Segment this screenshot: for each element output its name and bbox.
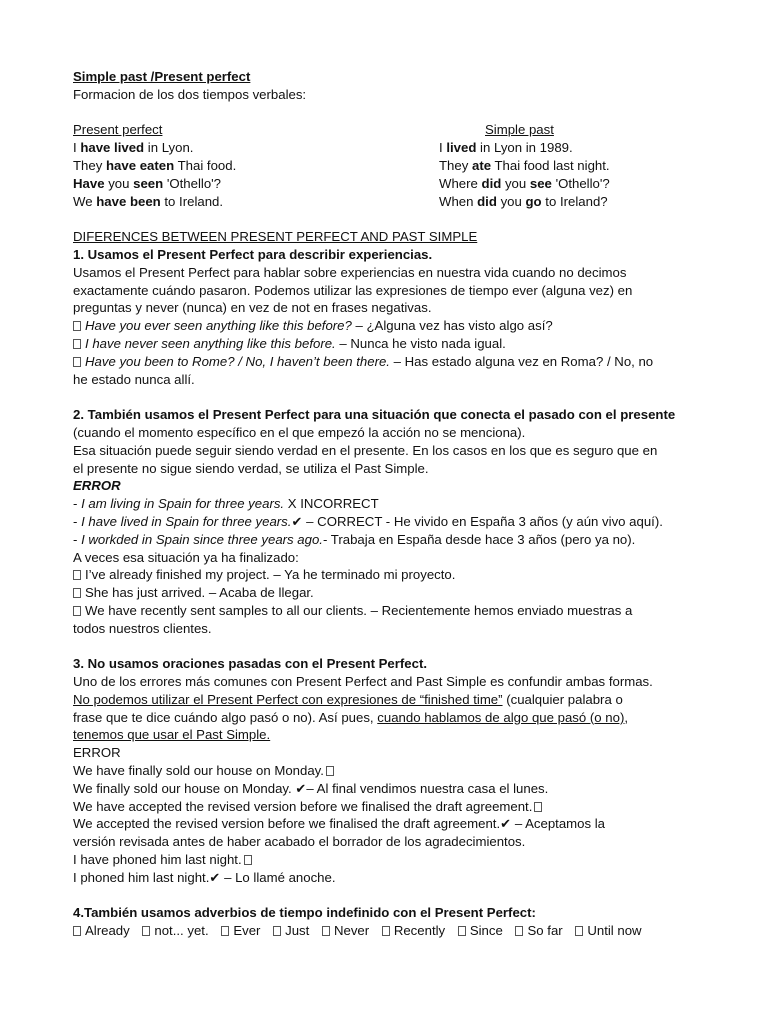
dash: -	[73, 513, 82, 529]
example-line	[73, 566, 708, 584]
text: Where	[439, 175, 482, 191]
paragraph-line: Usamos el Present Perfect para hablar sobre experiencias en nuestra vida cuando no decimos	[73, 264, 627, 280]
doc-subtitle: Formacion de los dos tiempos verbales:	[73, 86, 307, 102]
section-2-heading: 2. También usamos el Present Perfect para una situación que conecta el pasado con el presente	[73, 407, 676, 423]
bullet-box-icon	[73, 357, 81, 367]
verb: lived	[446, 140, 477, 156]
verb: have eaten	[105, 157, 175, 173]
example-text: We have accepted the revised version before we finalised the draft agreement.	[73, 798, 533, 814]
adverb-list	[73, 922, 708, 940]
verb: ate	[471, 157, 492, 173]
list-item	[142, 923, 208, 938]
example-line	[73, 335, 708, 353]
example-line	[73, 602, 708, 620]
example-text: We have finally sold our house on Monday.	[73, 763, 324, 779]
adverb: Since	[469, 923, 503, 939]
example-text: I’ve already finished my project. – Ya he terminado mi proyecto.	[85, 567, 456, 583]
example-text: We have recently sent samples to all our clients. – Recientemente hemos enviado muestras a	[85, 602, 633, 618]
pp-row-3	[73, 175, 439, 193]
adverb: Until now	[587, 923, 642, 939]
paragraph-line: Esa situación puede seguir siendo verdad en el presente. En los casos en los que es seguro que en	[73, 442, 658, 458]
example-translation: - Trabaja en España desde hace 3 años (pero ya no).	[322, 531, 636, 547]
example-line	[73, 798, 708, 816]
example-line: We accepted the revised version before we finalised the draft agreement.✔ – Aceptamos la	[73, 816, 606, 832]
verb: have lived	[80, 140, 145, 156]
text: 'Othello'?	[551, 175, 610, 191]
text: you	[104, 175, 134, 191]
adverb: Never	[333, 923, 370, 939]
paragraph-line: (cuando el momento específico en el que empezó la acción no se menciona).	[73, 424, 526, 440]
x-box-icon	[326, 766, 334, 776]
paragraph-line	[73, 691, 708, 709]
example-english: I am living in Spain for three years.	[81, 496, 285, 512]
example-translation: – Has estado alguna vez en Roma? / No, no	[389, 353, 654, 369]
example-english: I workded in Spain since three years ago.	[81, 531, 323, 547]
x-box-icon	[244, 855, 252, 865]
example-line	[73, 851, 708, 869]
example-english: I have lived in Spain for three years.	[81, 513, 292, 529]
verb: go	[525, 193, 542, 209]
bullet-box-icon	[221, 926, 229, 936]
x-box-icon	[534, 802, 542, 812]
bullet-box-icon	[73, 339, 81, 349]
paragraph-line: A veces esa situación ya ha finalizado:	[73, 549, 299, 565]
dash: -	[73, 531, 82, 547]
underlined-text: cuando hablamos de algo que pasó (o no),	[377, 709, 629, 725]
paragraph-line: el presente no sigue siendo verdad, se utiliza el Past Simple.	[73, 460, 429, 476]
list-item	[73, 923, 130, 938]
verb: have been	[96, 193, 161, 209]
verb: did	[477, 193, 497, 209]
list-item	[515, 923, 562, 938]
text: 'Othello'?	[163, 175, 222, 191]
bullet-box-icon	[73, 570, 81, 580]
comparison-table	[73, 121, 708, 210]
bullet-box-icon	[73, 926, 81, 936]
bullet-box-icon	[73, 606, 81, 616]
bullet-box-icon	[73, 321, 81, 331]
paragraph-line: todos nuestros clientes.	[73, 620, 212, 636]
bullet-box-icon	[73, 588, 81, 598]
bullet-box-icon	[458, 926, 466, 936]
list-item	[575, 923, 641, 938]
text: to Ireland.	[160, 193, 224, 209]
section-1-heading: 1. Usamos el Present Perfect para describir experiencias.	[73, 246, 433, 262]
section-3-heading: 3. No usamos oraciones pasadas con el Present Perfect.	[73, 656, 428, 672]
pp-row-1	[73, 139, 439, 157]
adverb: Ever	[233, 923, 261, 939]
text: to Ireland?	[541, 193, 608, 209]
text: They	[73, 157, 106, 173]
example-english: Have you ever seen anything like this before?	[85, 318, 352, 334]
list-item	[322, 923, 369, 938]
example-line: I phoned him last night.✔ – Lo llamé anoche.	[73, 869, 336, 885]
verb: Have	[73, 175, 105, 191]
paragraph-line: tenemos que usar el Past Simple.	[73, 727, 271, 743]
text: We	[73, 193, 97, 209]
text: I	[73, 140, 81, 156]
text: you	[501, 175, 530, 191]
error-label: ERROR	[73, 478, 121, 494]
verb: did	[481, 175, 502, 191]
sp-row-2	[439, 157, 610, 175]
paragraph-line: exactamente cuándo pasaron. Podemos utilizar las expresiones de tiempo ever (alguna vez) en	[73, 282, 633, 298]
verb: seen	[133, 175, 164, 191]
adverb: not... yet.	[154, 923, 209, 939]
simple-past-heading: Simple past	[485, 122, 554, 138]
doc-title: Simple past /Present perfect	[73, 69, 251, 84]
example-line	[73, 584, 708, 602]
paragraph-line	[73, 709, 708, 727]
pp-row-4	[73, 193, 439, 211]
example-translation: ✔ – CORRECT - He vivido en España 3 años (y aún vivo aquí).	[291, 513, 663, 529]
list-item	[382, 923, 445, 938]
example-line: We finally sold our house on Monday. ✔– Al final vendimos nuestra casa el lunes.	[73, 780, 549, 796]
sp-row-1	[439, 139, 610, 157]
example-line	[73, 495, 708, 513]
list-item	[221, 923, 260, 938]
example-translation: X INCORRECT	[284, 496, 379, 512]
text: Thai food last night.	[491, 157, 610, 173]
paragraph-line: Uno de los errores más comunes con Present Perfect and Past Simple es confundir ambas formas.	[73, 674, 653, 690]
text: in Lyon.	[144, 140, 194, 156]
adverb: Already	[85, 923, 130, 939]
paragraph-line: preguntas y never (nunca) en vez de not en frases negativas.	[73, 300, 432, 316]
example-translation: – ¿Alguna vez has visto algo así?	[351, 318, 553, 334]
text: I	[439, 140, 447, 156]
text: Thai food.	[174, 157, 237, 173]
bullet-box-icon	[515, 926, 523, 936]
example-line: versión revisada antes de haber acabado el borrador de los agradecimientos.	[73, 834, 526, 850]
sp-row-4	[439, 193, 610, 211]
bullet-box-icon	[273, 926, 281, 936]
example-text: She has just arrived. – Acaba de llegar.	[85, 585, 314, 601]
example-text: I have phoned him last night.	[73, 852, 242, 868]
bullet-box-icon	[142, 926, 150, 936]
text: frase que te dice cuándo algo pasó o no). Así pues,	[73, 709, 378, 725]
adverb: Just	[285, 923, 310, 939]
bullet-box-icon	[322, 926, 330, 936]
underlined-text: No podemos utilizar el Present Perfect con expresiones de “finished time”	[73, 691, 503, 707]
list-item	[273, 923, 309, 938]
list-item	[458, 923, 503, 938]
example-english: I have never seen anything like this before.	[85, 335, 336, 351]
dash: -	[73, 496, 82, 512]
adverb: So far	[527, 923, 563, 939]
verb: see	[529, 175, 552, 191]
text: (cualquier palabra o	[502, 691, 623, 707]
present-perfect-heading: Present perfect	[73, 122, 163, 138]
bullet-box-icon	[382, 926, 390, 936]
section-4-heading: 4.También usamos adverbios de tiempo indefinido con el Present Perfect:	[73, 905, 536, 921]
paragraph-line: he estado nunca allí.	[73, 371, 195, 387]
sp-row-3	[439, 175, 610, 193]
text: you	[496, 193, 526, 209]
example-english: Have you been to Rome? / No, I haven’t been there.	[85, 353, 390, 369]
example-line	[73, 762, 708, 780]
section-caption: DIFERENCES BETWEEN PRESENT PERFECT AND PAST SIMPLE	[73, 229, 478, 245]
text: They	[439, 157, 472, 173]
text: in Lyon in 1989.	[476, 140, 573, 156]
bullet-box-icon	[575, 926, 583, 936]
error-label: ERROR	[73, 745, 121, 761]
pp-row-2	[73, 157, 439, 175]
example-line	[73, 531, 708, 549]
example-translation: – Nunca he visto nada igual.	[335, 335, 506, 351]
example-line	[73, 513, 708, 531]
adverb: Recently	[393, 923, 446, 939]
example-line	[73, 353, 708, 371]
text: When	[439, 193, 478, 209]
example-line	[73, 317, 708, 335]
